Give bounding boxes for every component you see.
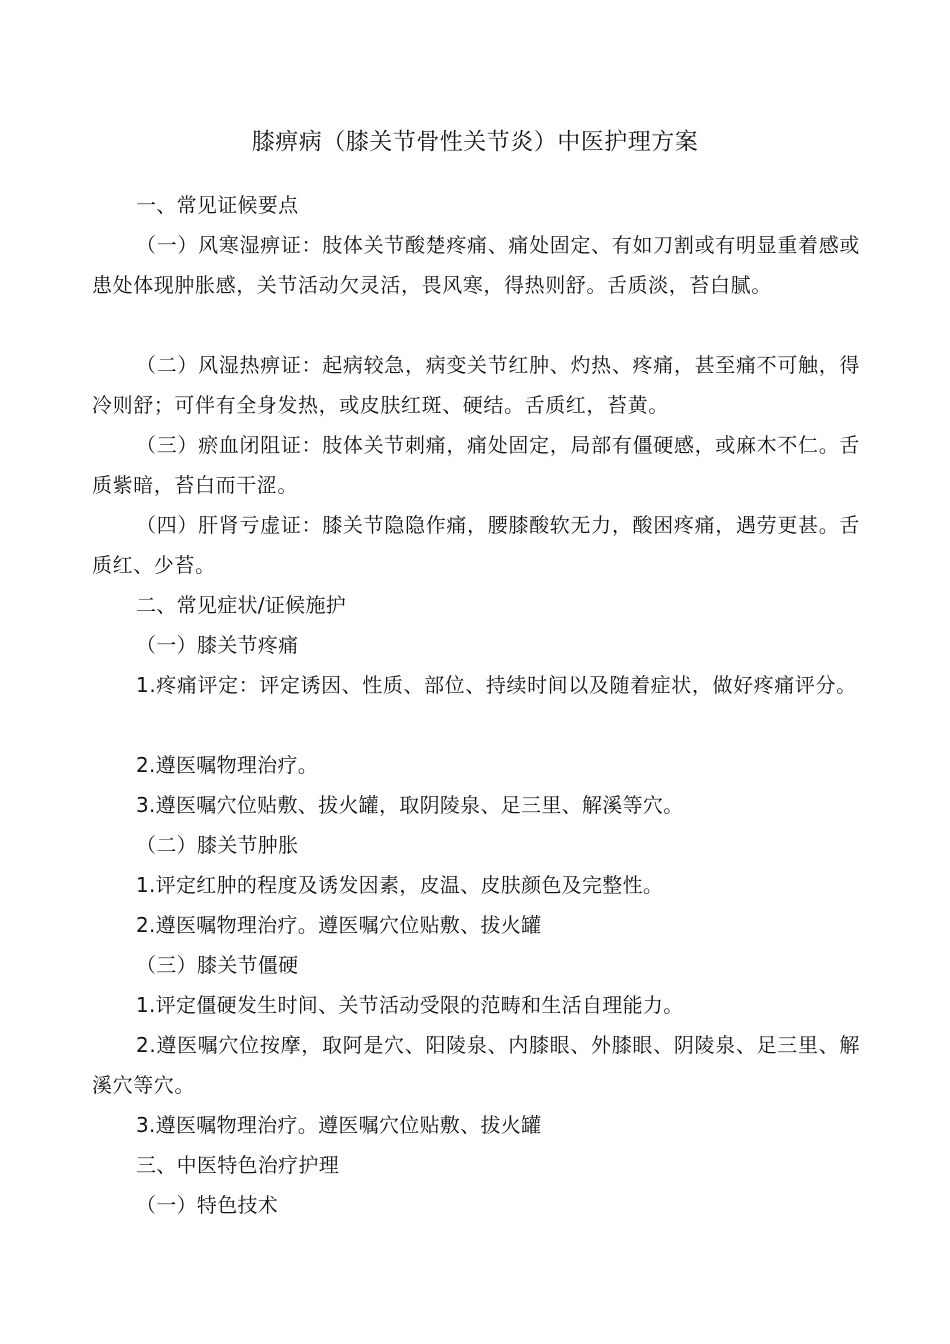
list-item: 2.遵医嘱物理治疗。遵医嘱穴位贴敷、拔火罐 — [136, 913, 542, 937]
section-heading: 三、中医特色治疗护理 — [136, 1153, 339, 1177]
subsection-heading: （一）特色技术 — [136, 1193, 279, 1217]
list-item: 3.遵医嘱物理治疗。遵医嘱穴位贴敷、拔火罐 — [136, 1113, 542, 1137]
document-title: 膝痹病（膝关节骨性关节炎）中医护理方案 — [251, 129, 699, 155]
paragraph: 1.疼痛评定：评定诱因、性质、部位、持续时间以及随着症状，做好疼痛评分。 — [136, 673, 857, 697]
section-heading: 二、常见症状/证候施护 — [136, 593, 347, 617]
subsection-heading: （一）膝关节疼痛 — [136, 633, 299, 657]
list-item: 2.遵医嘱物理治疗。 — [136, 753, 319, 777]
paragraph: 2.遵医嘱穴位按摩，取阿是穴、阳陵泉、内膝眼、外膝眼、阴陵泉、足三里、解溪穴等穴。 — [92, 1033, 860, 1097]
list-item: 1.评定红肿的程度及诱发因素，皮温、皮肤颜色及完整性。 — [136, 873, 664, 897]
section-heading: 一、常见证候要点 — [136, 193, 299, 217]
paragraph: （一）风寒湿痹证：肢体关节酸楚疼痛、痛处固定、有如刀割或有明显重着感或患处体现肿胀感，关节活动欠灵活，畏风寒，得热则舒。舌质淡，苔白腻。 — [92, 233, 860, 297]
paragraph: （四）肝肾亏虚证：膝关节隐隐作痛，腰膝酸软无力，酸困疼痛，遇劳更甚。舌质红、少苔。 — [92, 513, 860, 577]
paragraph: （三）瘀血闭阻证：肢体关节刺痛，痛处固定，局部有僵硬感，或麻木不仁。舌质紫暗，苔白而干涩。 — [92, 433, 860, 497]
subsection-heading: （二）膝关节肿胀 — [136, 833, 299, 857]
list-item: 1.评定僵硬发生时间、关节活动受限的范畴和生活自理能力。 — [136, 993, 684, 1017]
paragraph: （二）风湿热痹证：起病较急，病变关节红肿、灼热、疼痛，甚至痛不可触，得冷则舒；可伴有全身发热，或皮肤红斑、硬结。舌质红，苔黄。 — [92, 353, 860, 417]
list-item: 3.遵医嘱穴位贴敷、拔火罐，取阴陵泉、足三里、解溪等穴。 — [136, 793, 684, 817]
subsection-heading: （三）膝关节僵硬 — [136, 953, 299, 977]
